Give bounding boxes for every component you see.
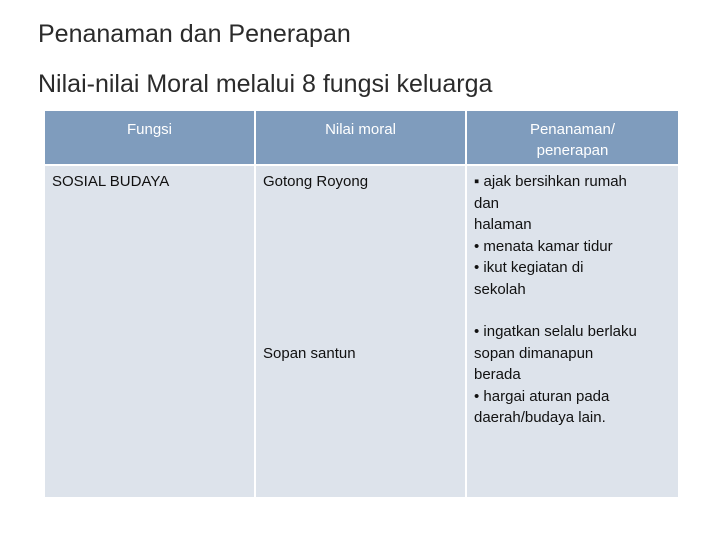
cell-nilai-gotong-royong: Gotong Royong: [263, 173, 369, 190]
moral-values-table: [45, 111, 678, 497]
penerapan-line: dan: [474, 194, 500, 212]
column-divider: [254, 111, 256, 497]
penerapan-line: daerah/budaya lain.: [474, 409, 606, 426]
header-fungsi-label: Fungsi: [126, 121, 173, 138]
cell-penerapan-sopan-santun: [474, 321, 674, 429]
penerapan-line: • hargai aturan pada: [474, 387, 610, 405]
penerapan-line: • ikut kegiatan di: [474, 259, 584, 276]
header-nilai-moral: [256, 111, 465, 164]
header-nilai-moral-label: Nilai moral: [325, 121, 396, 138]
cell-fungsi: SOSIAL BUDAYA: [52, 173, 170, 190]
slide-title-line-2: Nilai-nilai Moral melalui 8 fungsi keluarga: [38, 70, 493, 98]
penerapan-line: sekolah: [474, 280, 526, 298]
slide-title-line-1: Penanaman dan Penerapan: [38, 20, 351, 48]
penerapan-line: sopan dimanapun: [474, 344, 594, 362]
cell-nilai-sopan-santun: Sopan santun: [263, 345, 356, 362]
header-penerapan-line-2: penerapan: [536, 142, 609, 159]
column-divider: [465, 111, 467, 497]
header-penerapan-line-1: Penanaman/: [529, 121, 616, 138]
header-penerapan: [467, 111, 678, 164]
penerapan-line: berada: [474, 366, 521, 383]
penerapan-line: • menata kamar tidur: [474, 237, 613, 255]
penerapan-line: ▪ ajak bersihkan rumah: [474, 173, 627, 190]
header-fungsi: [45, 111, 254, 164]
header-divider: [45, 164, 678, 166]
penerapan-line: halaman: [474, 216, 532, 233]
penerapan-line: • ingatkan selalu berlaku: [474, 323, 637, 340]
cell-penerapan-gotong-royong: [474, 171, 674, 300]
